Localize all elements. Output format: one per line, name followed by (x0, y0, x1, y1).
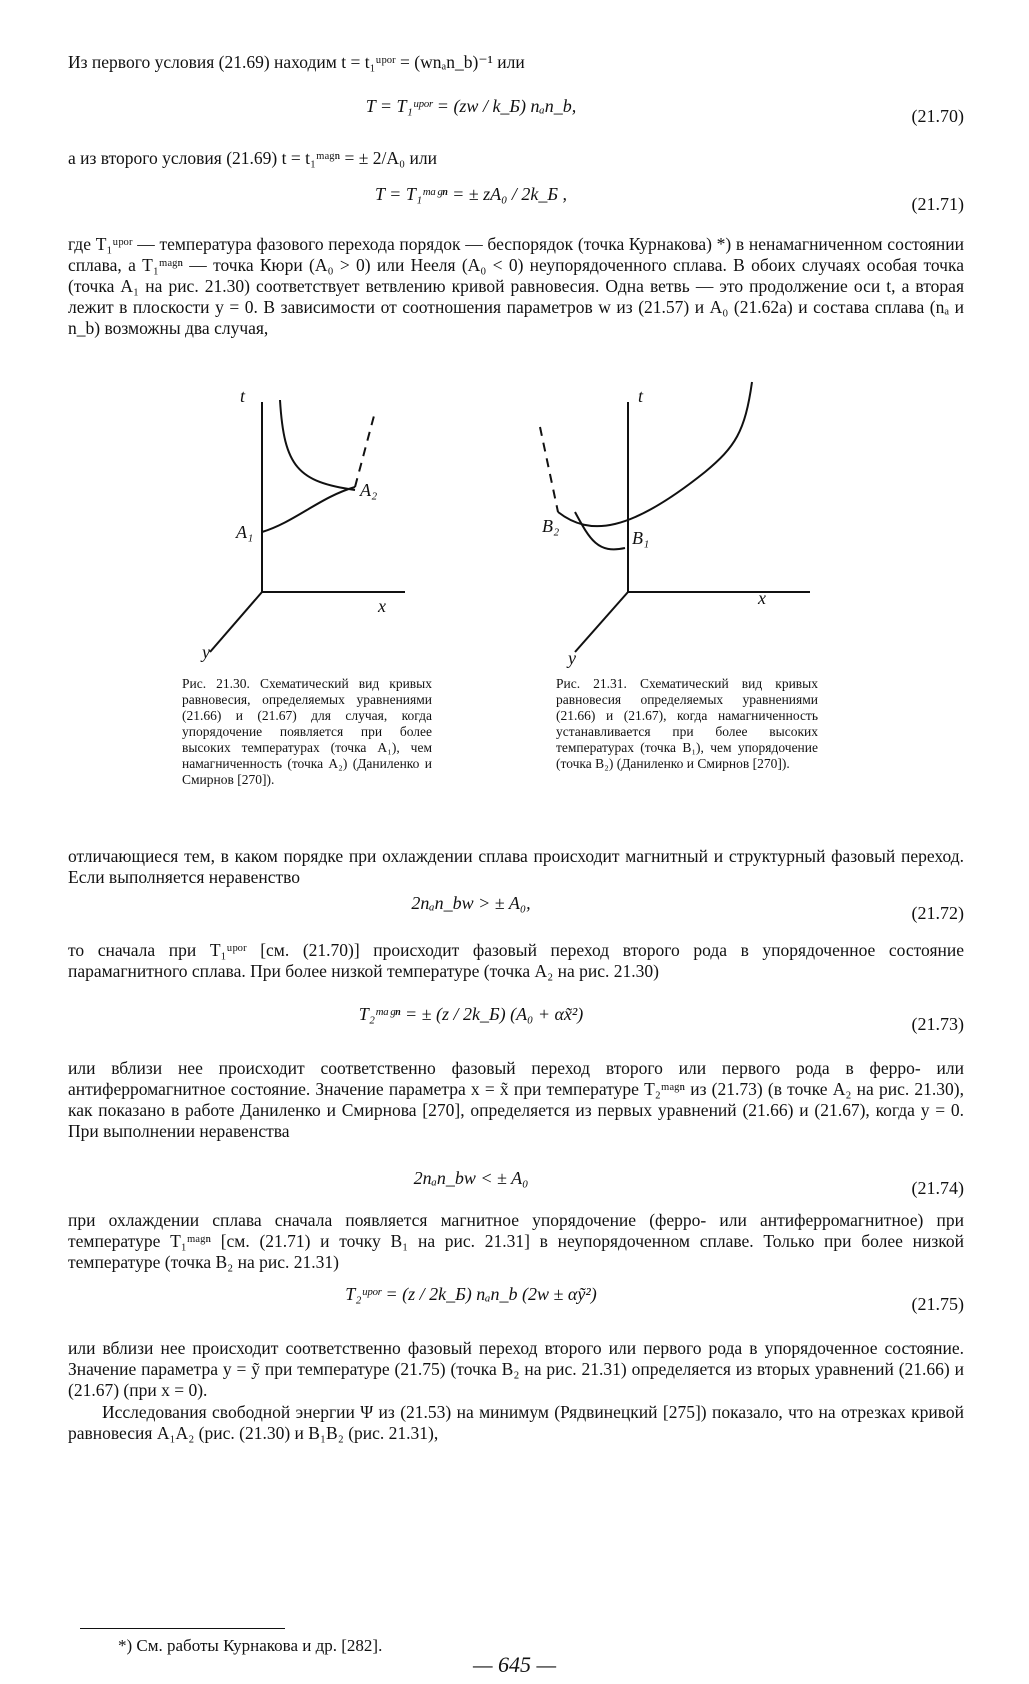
page-number: — 645 — (472, 1652, 557, 1677)
point-label-a1: A₁ (236, 522, 254, 542)
equation-number: (21.75) (911, 1294, 964, 1314)
equation-body: T₂ᵘᵖᵒʳ = (z / 2k_Б) nₐn_b (2w ± αỹ²) (345, 1284, 597, 1304)
point-label-b1: B₁ (632, 528, 650, 548)
equation-number: (21.70) (911, 106, 964, 126)
y-axis (575, 592, 628, 652)
equation-number: (21.74) (911, 1178, 964, 1198)
curve-dashed (540, 427, 558, 512)
equation-number: (21.73) (911, 1014, 964, 1034)
paragraph-3: где T₁ᵘᵖᵒʳ — температура фазового перехода порядок — беспорядок (точка Курнакова) *) в ненамагниченном состоянии сплава, а T₁ᵐᵃᵍⁿ — точка Кюри (A₀ > 0) или Нееля (A₀ < 0) неупорядоченного сплава. В обоих случаях особая точка (точка A₁ на рис. 21.30) соответствует ветвлению кривой равновесия. Одна ветвь — это продолжение оси t, а вторая лежит в плоскости y = 0. В зависимости от соотношения параметров w из (21.57) и A₀ (21.62а) и состава сплава (nₐ и n_b) возможны два случая, (68, 234, 964, 338)
paragraph-9: Исследования свободной энергии Ψ из (21.53) на минимум (Рядвинецкий [275]) показало, что на отрезках кривой равновесия A₁A₂ (рис. (21.30) и B₁B₂ (рис. 21.31), (68, 1402, 964, 1443)
equation-body: T = T₁ᵐᵃᵍⁿ = ± zA₀ / 2k_Б , (375, 184, 567, 204)
equation-21-72 (68, 893, 964, 933)
paragraph-8: или вблизи нее происходит соответственно фазовый переход второго или первого рода в упорядоченное состояние. Значение параметра y = ỹ при температуре (21.75) (точка B₂ на рис. 21.31) определяется из вторых уравнений (21.66) и (21.67) (при x = 0). (68, 1338, 964, 1400)
figure-21-30 (180, 372, 440, 672)
equation-21-73 (68, 1004, 964, 1044)
figure-caption-21-30: Рис. 21.30. Схематический вид кривых равновесия, определяемых уравнениями (21.66) и (21.67) для случая, когда упорядочение появляется при более высоких температурах (точка A₁), чем намагниченность (точка A₂) (Даниленко и Смирнов [270]). (182, 676, 432, 787)
equation-body: T₂ᵐᵃᵍⁿ = ± (z / 2k_Б) (A₀ + αx̃²) (358, 1004, 584, 1024)
paragraph-4: отличающиеся тем, в каком порядке при охлаждении сплава происходит магнитный и структурный фазовый переход. Если выполняется неравенство (68, 846, 964, 887)
curve-lower (262, 487, 355, 532)
equation-number: (21.71) (911, 194, 964, 214)
figure-21-31 (530, 372, 830, 672)
axis-label-y: y (568, 648, 576, 668)
axis-label-t: t (240, 386, 246, 406)
footnote: *) См. работы Курнакова и др. [282]. (118, 1636, 383, 1655)
paragraph-7: при охлаждении сплава сначала появляется магнитное упорядочение (ферро- или антиферромагнитное) при температуре T₁ᵐᵃᵍⁿ [см. (21.71) и точку B₁ на рис. 21.31] в неупорядоченном сплаве. Только при более низкой температуре (точка B₂ на рис. 21.31) (68, 1210, 964, 1272)
equation-body: 2nₐn_bw > ± A₀, (411, 893, 531, 913)
equation-body: T = T₁ᵘᵖᵒʳ = (zw / k_Б) nₐn_b, (365, 96, 577, 116)
curve-upper (280, 400, 355, 490)
axis-label-x: x (758, 588, 766, 608)
equation-21-74 (68, 1168, 964, 1208)
point-label-a2: A₂ (360, 480, 378, 500)
equation-body: 2nₐn_bw < ± A₀ (413, 1168, 529, 1188)
paragraph-5: то сначала при T₁ᵘᵖᵒʳ [см. (21.70)] происходит фазовый переход второго рода в упорядоченное состояние парамагнитного сплава. При более низкой температуре (точка A₂ на рис. 21.30) (68, 940, 964, 981)
equation-21-71 (68, 184, 964, 224)
figure-caption-21-31: Рис. 21.31. Схематический вид кривых равновесия определяемых уравнениями (21.66) и (21.67), когда намагниченность устанавливается при более высоких температурах (точка B₁), чем упорядочение (точка B₂) (Даниленко и Смирнов [270]). (556, 676, 818, 771)
equation-21-75 (68, 1284, 964, 1324)
paragraph-1: Из первого условия (21.69) находим t = t₁ᵘᵖᵒʳ = (wnₐn_b)⁻¹ или (68, 52, 525, 72)
curve-dashed (355, 412, 375, 487)
curve-upper (558, 382, 752, 526)
point-label-b2: B₂ (542, 516, 560, 536)
paragraph-6: или вблизи нее происходит соответственно фазовый переход второго или первого рода в ферро- или антиферромагнитное состояние. Значение параметра x = x̃ при температуре T₂ᵐᵃᵍⁿ из (21.73) (в точке A₂ на рис. 21.30), как показано в работе Даниленко и Смирнова [270], определяется из первых уравнений (21.66) и (21.67), когда y = 0. При выполнении неравенства (68, 1058, 964, 1141)
y-axis (210, 592, 262, 652)
equation-21-70 (68, 96, 964, 136)
footnote-rule (80, 1628, 285, 1629)
axis-label-y: y (202, 642, 210, 662)
curve-lower (575, 512, 625, 549)
axis-label-t: t (638, 386, 644, 406)
equation-number: (21.72) (911, 903, 964, 923)
paragraph-2: а из второго условия (21.69) t = t₁ᵐᵃᵍⁿ = ± 2/A₀ или (68, 148, 437, 168)
axis-label-x: x (378, 596, 386, 616)
